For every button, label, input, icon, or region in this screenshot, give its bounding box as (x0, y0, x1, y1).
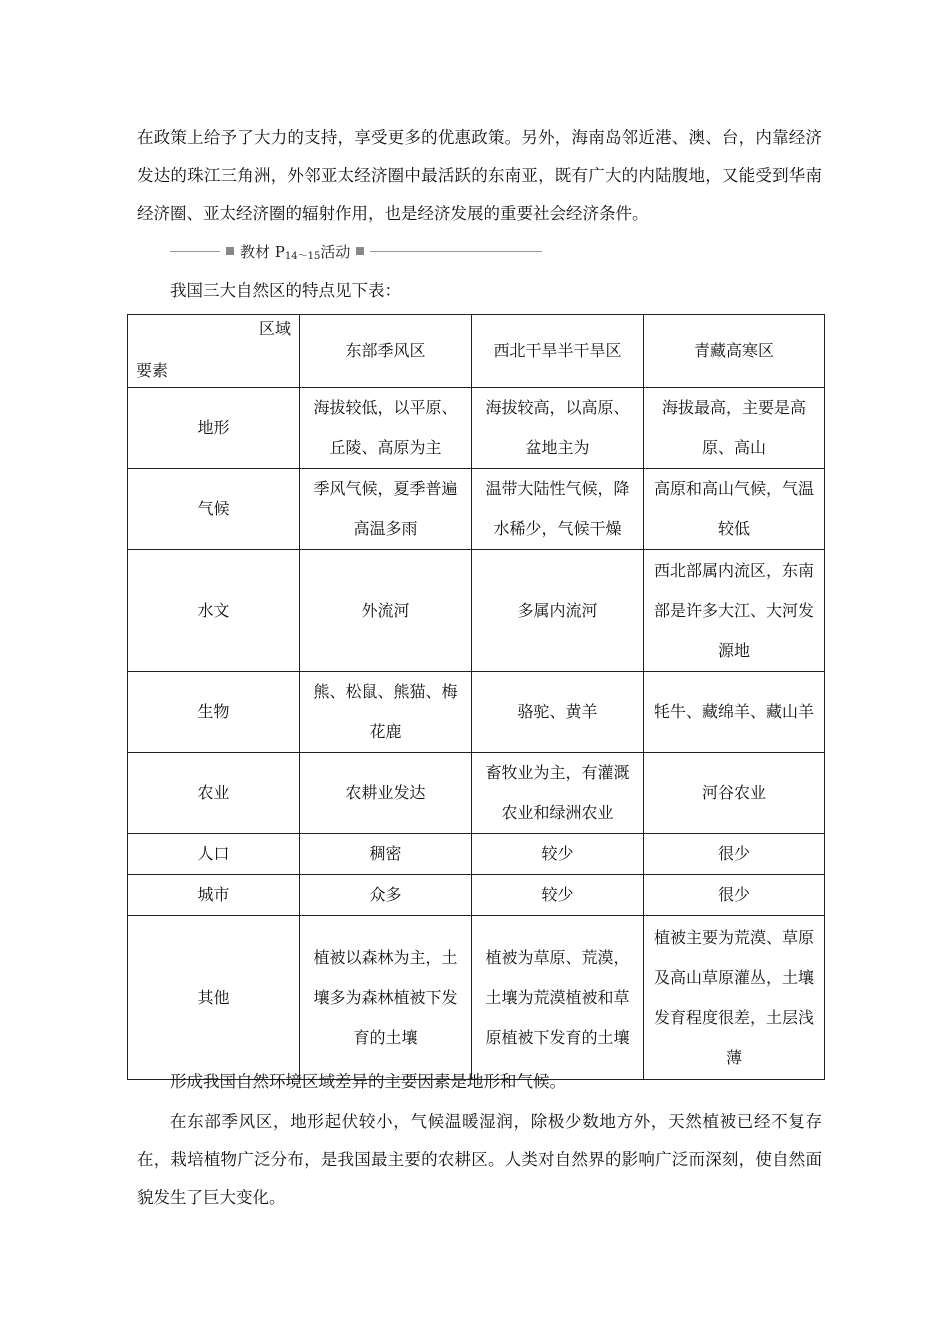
square-bullet-icon (356, 247, 364, 255)
row-label: 水文 (128, 550, 300, 672)
table-cell: 植被主要为荒漠、草原及高山草原灌丛，土壤发育程度很差，土层浅薄 (644, 916, 825, 1080)
table-header-row (128, 315, 825, 388)
section-heading (170, 240, 542, 262)
intro-paragraph: 在政策上给予了大力的支持，享受更多的优惠政策。另外，海南岛邻近港、澳、台，内靠经济发达的珠江三角洲，外邻亚太经济圈中最活跃的东南亚，既有广大的内陆腹地，又能受到华南经济圈、亚太经济圈的辐射作用，也是经济发展的重要社会经济条件。 (137, 128, 822, 223)
table-cell: 高原和高山气候，气温较低 (644, 469, 825, 550)
table-cell: 熊、松鼠、熊猫、梅花鹿 (300, 672, 472, 753)
conclusion-paragraph: 形成我国自然环境区域差异的主要因素是地形和气候。 (170, 1072, 566, 1091)
table-cell: 多属内流河 (472, 550, 644, 672)
table-cell: 季风气候，夏季普遍高温多雨 (300, 469, 472, 550)
column-header: 青藏高寒区 (644, 315, 825, 388)
table-cell: 骆驼、黄羊 (472, 672, 644, 753)
table-cell: 外流河 (300, 550, 472, 672)
table-cell: 植被以森林为主，土壤多为森林植被下发育的土壤 (300, 916, 472, 1080)
natural-regions-table (127, 314, 825, 1080)
square-bullet-icon (226, 247, 234, 255)
row-label: 气候 (128, 469, 300, 550)
table-row (128, 672, 825, 753)
east-monsoon-paragraph: 在东部季风区，地形起伏较小，气候温暖湿润，除极少数地方外，天然植被已经不复存在，栽培植物广泛分布，是我国最主要的农耕区。人类对自然界的影响广泛而深刻，使自然面貌发生了巨大变化。 (137, 1112, 822, 1207)
table-cell: 较少 (472, 875, 644, 916)
corner-label-region: 区域 (258, 319, 291, 338)
table-cell: 很少 (644, 875, 825, 916)
table-cell: 植被为草原、荒漠，土壤为荒漠植被和草原植被下发育的土壤 (472, 916, 644, 1080)
row-label: 人口 (128, 834, 300, 875)
table-row (128, 550, 825, 672)
table-cell: 稠密 (300, 834, 472, 875)
row-label: 地形 (128, 388, 300, 469)
table-cell: 海拔最高，主要是高原、高山 (644, 388, 825, 469)
table-cell: 很少 (644, 834, 825, 875)
heading-rule-right (370, 251, 542, 252)
table-cell: 农耕业发达 (300, 753, 472, 834)
table-cell: 西北部属内流区，东南部是许多大江、大河发源地 (644, 550, 825, 672)
table-cell: 畜牧业为主，有灌溉农业和绿洲农业 (472, 753, 644, 834)
table-cell: 河谷农业 (644, 753, 825, 834)
row-label: 农业 (128, 753, 300, 834)
row-label: 城市 (128, 875, 300, 916)
table-row (128, 875, 825, 916)
table-cell: 较少 (472, 834, 644, 875)
table-lead-text: 我国三大自然区的特点见下表： (170, 281, 401, 300)
table-cell: 众多 (300, 875, 472, 916)
row-label: 生物 (128, 672, 300, 753)
table-row (128, 834, 825, 875)
heading-rule-left (170, 251, 220, 252)
table-row (128, 753, 825, 834)
row-label: 其他 (128, 916, 300, 1080)
table-row (128, 388, 825, 469)
table-row (128, 916, 825, 1080)
section-title-suffix: 活动 (320, 242, 351, 261)
column-header: 东部季风区 (300, 315, 472, 388)
section-title-sub: 14～15 (284, 250, 321, 262)
table-cell: 牦牛、藏绵羊、藏山羊 (644, 672, 825, 753)
section-title (240, 241, 350, 262)
corner-label-element: 要素 (136, 361, 169, 380)
corner-header-cell (128, 315, 300, 388)
section-title-prefix: 教材 P (240, 242, 285, 261)
table-cell: 海拔较低，以平原、丘陵、高原为主 (300, 388, 472, 469)
table-row (128, 469, 825, 550)
table-cell: 温带大陆性气候，降水稀少，气候干燥 (472, 469, 644, 550)
table-cell: 海拔较高，以高原、盆地主为 (472, 388, 644, 469)
column-header: 西北干旱半干旱区 (472, 315, 644, 388)
